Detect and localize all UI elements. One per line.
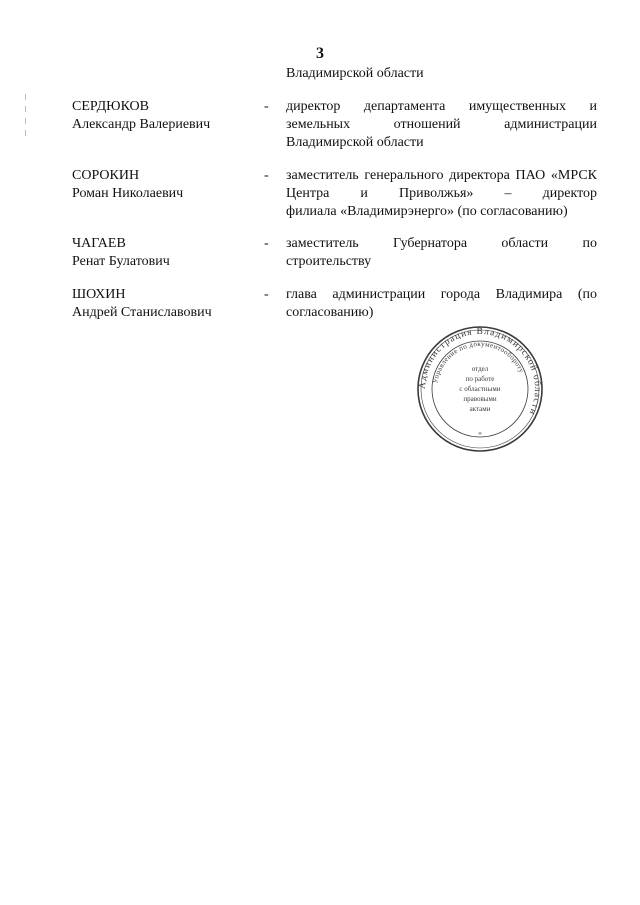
member-given-names: Ренат Булатович	[72, 254, 170, 269]
member-role	[286, 235, 597, 271]
margin-marks	[24, 90, 28, 150]
continuation-text: Владимирской области	[286, 66, 424, 81]
official-stamp	[416, 325, 544, 453]
member-given-names: Роман Николаевич	[72, 186, 184, 201]
member-role	[286, 167, 597, 221]
member-surname: ЧАГАЕВ	[72, 236, 126, 251]
stamp-center-line: правовыми	[463, 395, 497, 403]
stamp-center-line: актами	[469, 405, 491, 413]
member-role-line: директор департамента имущественных и земельных отношений администрации	[286, 99, 597, 132]
member-name	[72, 167, 252, 203]
member-role-line: глава администрации города Владимира (по	[286, 287, 597, 302]
page-number: 3	[316, 45, 324, 62]
member-dash: -	[264, 99, 269, 114]
stamp-center-text	[459, 365, 500, 413]
member-role-line: филиала «Владимирэнерго» (по согласованию)	[286, 204, 568, 219]
member-given-names: Андрей Станиславович	[72, 305, 212, 320]
member-role-line: согласованию)	[286, 305, 374, 320]
member-dash: -	[264, 287, 269, 302]
stamp-outer-text: Администрация Владимирской области	[417, 326, 543, 417]
member-surname: СОРОКИН	[72, 168, 140, 183]
stamp-center-line: отдел	[471, 365, 489, 373]
member-name	[72, 98, 252, 134]
member-role-line: заместитель Губернатора области по	[286, 236, 597, 251]
stamp-middle-text: Управление по документообороту	[431, 339, 526, 384]
member-role-line: Владимирской области	[286, 135, 424, 150]
member-given-names: Александр Валериевич	[72, 117, 211, 132]
member-role	[286, 98, 597, 152]
stamp-star: *	[478, 431, 482, 439]
member-name	[72, 286, 252, 322]
member-role-line: заместитель генерального директора ПАО «МРСК Центра и Приволжья» – директор	[286, 168, 597, 201]
stamp-center-line: с областными	[459, 385, 501, 393]
member-dash: -	[264, 168, 269, 183]
member-name	[72, 235, 252, 271]
member-role	[286, 286, 597, 322]
member-surname: СЕРДЮКОВ	[72, 99, 149, 114]
member-dash: -	[264, 236, 269, 251]
member-surname: ШОХИН	[72, 287, 126, 302]
member-role-line: строительству	[286, 254, 372, 269]
stamp-center-line: по работе	[465, 375, 495, 383]
